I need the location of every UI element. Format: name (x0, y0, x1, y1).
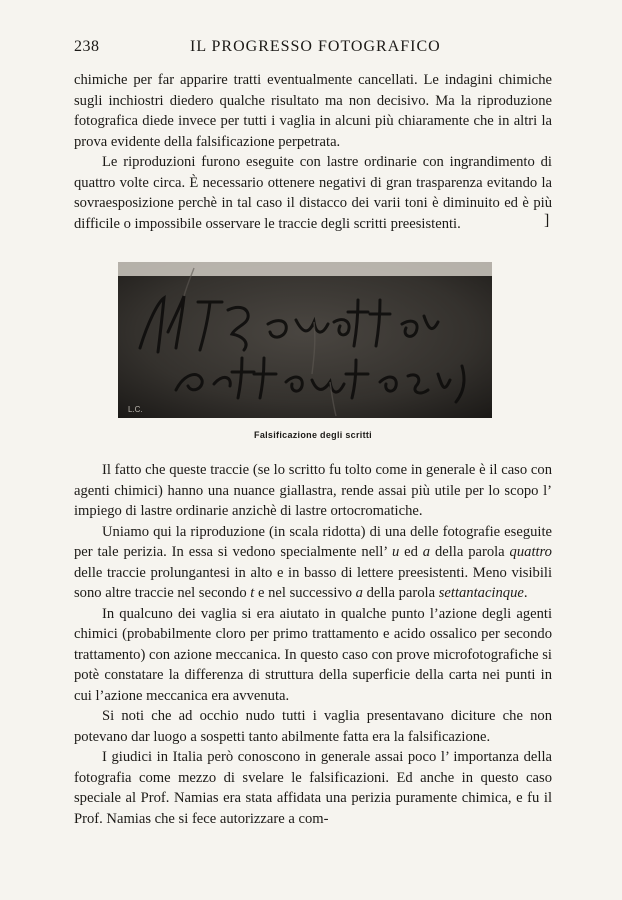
paragraph-6: Si noti che ad occhio nudo tutti i vaglia presentavano diciture che non potevano dar luogo a sospetti tanto abilmente fatta era la falsificazione. (74, 708, 552, 745)
paragraph-2: Le riproduzioni furono eseguite con lastre ordinarie con ingrandimento di quattro volte circa. È necessario ottenere negativi di gran trasparenza evitando la sovraesposizione perchè in tal caso il distacco dei varii toni è diminuito ed è più difficile o impossibile osservare le traccie degli scritti preesistenti. (74, 154, 552, 232)
p4-italic-2: a (422, 544, 431, 560)
paragraph-7: I giudici in Italia però conoscono in generale assai poco l’ importanza della fotografia come mezzo di svelare le falsificazioni. Ed anche in questo caso speciale al Prof. Namias era stata affidata una perizia puramente chimica, e fu il Prof. Namias che si fece autorizzare a com- (74, 749, 552, 827)
p4-text-1: Uniamo qui la riproduzione (in scala ridotta) di una delle fotografie eseguite per tale perizia. In essa si vedono specialmente nell’ (74, 523, 552, 560)
p4-text-2: ed (399, 544, 423, 560)
p4-text-4: delle traccie prolungantesi in alto e in basso di lettere preesistenti. Meno visibili sono altre traccie nel secondo (74, 564, 552, 601)
figure-caption: Falsificazione degli scritti (254, 430, 372, 440)
paragraph-4 (74, 522, 552, 604)
p4-italic-3: quattro (509, 544, 552, 560)
text-block-top (74, 70, 552, 234)
handwriting-photo-icon (118, 262, 492, 418)
p4-italic-6: settantacinque (438, 585, 524, 601)
paragraph-1: chimiche per far apparire tratti eventualmente cancellati. Le indagini chimiche sugli inchiostri diedero qualche risultato ma non decisivo. Ma la riproduzione fotografica diede invece per tutti i vaglia in alcuni più chiaramente che in altri la prova evidente della falsificazione perpetrata. (74, 72, 552, 150)
figure-photograph (118, 262, 492, 418)
running-header (74, 38, 552, 60)
running-title: IL PROGRESSO FOTOGRAFICO (190, 38, 441, 55)
p4-text-6: della parola (362, 585, 439, 601)
p4-text-5: e nel successivo (254, 585, 356, 601)
p4-text-3: della parola (430, 544, 510, 560)
figure-signature: L.C. (128, 405, 143, 414)
paragraph-5: In qualcuno dei vaglia si era aiutato in qualche punto l’azione degli agenti chimici (probabilmente cloro per primo trattamento e acido ossalico per secondo trattamento) con azione meccanica. In questo caso con prove microfotografiche si potè constatare la differenza di struttura della superficie della carta nei punti in cui l’azione meccanica era avvenuta. (74, 605, 552, 704)
p4-italic-4: t (250, 585, 255, 601)
margin-bracket: ] (544, 212, 550, 229)
p4-italic-5: a (355, 585, 363, 601)
p4-text-7: . (523, 585, 528, 601)
p4-italic-1: u (391, 544, 400, 560)
page-number: 238 (74, 38, 100, 55)
paragraph-3: Il fatto che queste traccie (se lo scritto fu tolto come in generale è il caso con agenti chimici) hanno una nuance giallastra, rende assai più utile per lo scopo l’ impiego di lastre ordinarie anzichè di lastre ortocromatiche. (74, 462, 552, 519)
text-block-bottom (74, 460, 552, 829)
